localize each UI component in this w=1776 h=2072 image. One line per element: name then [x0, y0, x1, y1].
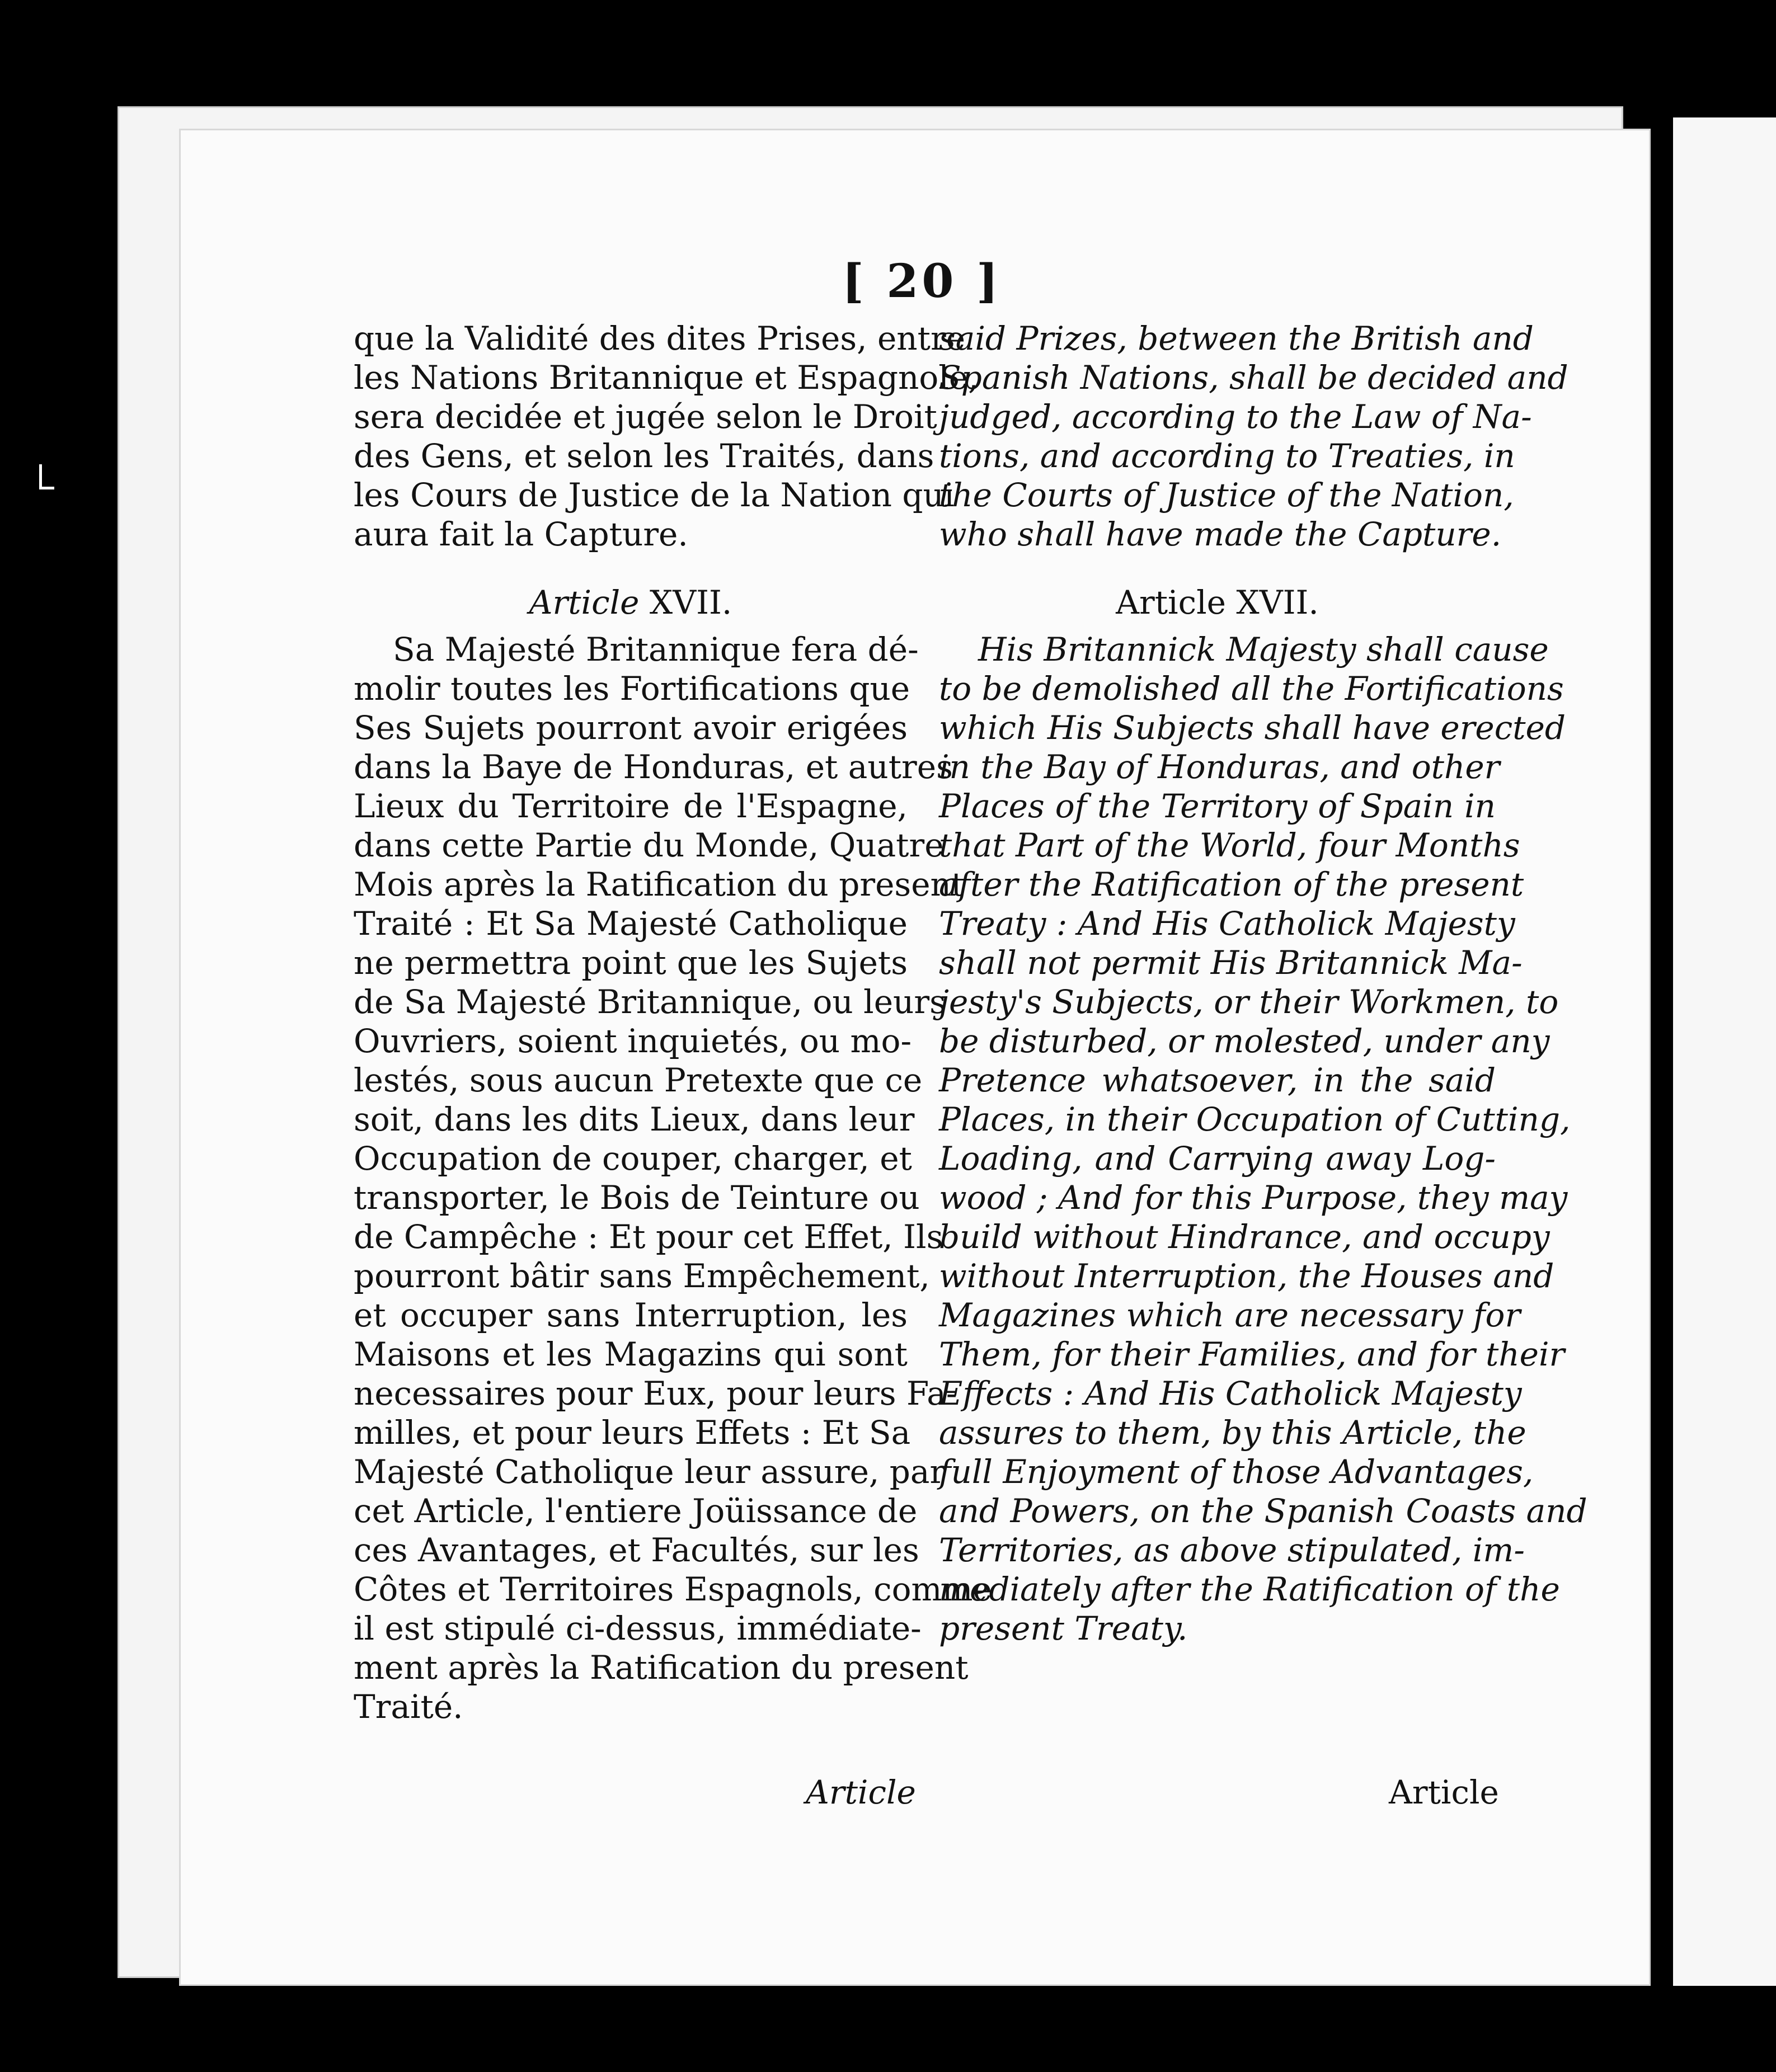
text-line: Territories, as above stipulated, im-	[939, 1531, 1525, 1569]
text-line: dans la Baye de Honduras, et autres	[354, 748, 953, 786]
text-line: His Britannick Majesty shall cause	[978, 630, 1549, 668]
text-line: dans cette Partie du Monde, Quatre	[354, 826, 944, 864]
text-line: the Courts of Justice of the Nation,	[939, 476, 1514, 514]
text-line: aura fait la Capture.	[354, 515, 688, 553]
english-article-heading	[939, 583, 1496, 622]
text-line: that Part of the World, four Months	[939, 826, 1520, 864]
text-line: des Gens, et selon les Traités, dans	[354, 437, 934, 475]
text-line: Sa Majesté Britannique fera dé-	[393, 630, 919, 668]
english-article-body	[939, 630, 1587, 1648]
heading-numeral: XVII.	[649, 583, 732, 621]
text-line: necessaires pour Eux, pour leurs Fa-	[354, 1374, 957, 1412]
text-line: Magazines which are necessary for	[939, 1296, 1521, 1334]
text-line: Ses Sujets pourront avoir erigées	[354, 709, 908, 747]
text-line: ne permettra point que les Sujets	[354, 944, 908, 982]
text-line: Côtes et Territoires Espagnols, comme	[354, 1570, 992, 1608]
french-top-paragraph	[354, 319, 979, 554]
english-catchword: Article	[1389, 1773, 1499, 1811]
text-line: mediately after the Ratification of the	[939, 1570, 1560, 1608]
text-line: Spanish Nations, shall be decided and	[939, 359, 1568, 397]
text-line: soit, dans les dits Lieux, dans leur	[354, 1100, 915, 1138]
text-line: tions, and according to Treaties, in	[939, 437, 1515, 475]
text-line: cet Article, l'entiere Joüissance de	[354, 1492, 918, 1530]
text-line: said Prizes, between the British and	[939, 319, 1534, 357]
text-line: lestés, sous aucun Pretexte que ce	[354, 1061, 923, 1099]
text-line: build without Hindrance, and occupy	[939, 1218, 1550, 1256]
french-article-body	[354, 630, 992, 1726]
text-line: molir toutes les Fortifications que	[354, 670, 910, 708]
text-line: Ouvriers, soient inquietés, ou mo-	[354, 1022, 912, 1060]
english-column	[939, 319, 1587, 1648]
scan-corner-mark	[39, 464, 54, 489]
text-line: transporter, le Bois de Teinture ou	[354, 1179, 920, 1217]
text-line: pourront bâtir sans Empêchement,	[354, 1257, 930, 1295]
text-line: ces Avantages, et Facultés, sur les	[354, 1531, 919, 1569]
text-line: Traité.	[354, 1688, 463, 1726]
text-line: present Treaty.	[939, 1609, 1188, 1647]
english-top-paragraph	[939, 319, 1568, 554]
text-line: which His Subjects shall have erected	[939, 709, 1566, 747]
text-line: ment après la Ratification du present	[354, 1649, 969, 1687]
heading-word: Article	[1116, 583, 1226, 621]
text-line: after the Ratification of the present	[939, 865, 1524, 903]
text-line: Places, in their Occupation of Cutting,	[939, 1100, 1571, 1138]
french-column	[354, 319, 992, 1726]
text-line: Majesté Catholique leur assure, par	[354, 1453, 946, 1491]
text-line: to be demolished all the Fortifications	[939, 670, 1564, 708]
text-line: Lieux du Territoire de l'Espagne,	[354, 787, 908, 825]
text-line: Them, for their Families, and for their	[939, 1335, 1565, 1373]
text-line: les Cours de Justice de la Nation qui	[354, 476, 955, 514]
text-line: in the Bay of Honduras, and other	[939, 748, 1500, 786]
text-line: Effects : And His Catholick Majesty	[939, 1374, 1522, 1412]
text-line: who shall have made the Capture.	[939, 515, 1502, 553]
text-line: Mois après la Ratification du present	[354, 865, 965, 903]
text-line: be disturbed, or molested, under any	[939, 1022, 1550, 1060]
french-article-heading	[354, 583, 908, 622]
page-number: [ 20 ]	[842, 255, 1002, 308]
text-line: les Nations Britannique et Espagnole,	[354, 359, 979, 397]
text-line: Traité : Et Sa Majesté Catholique	[354, 905, 908, 943]
text-line: judged, according to the Law of Na-	[939, 398, 1532, 436]
text-line: Pretence whatsoever, in the said	[939, 1061, 1496, 1099]
next-page-edge	[1673, 117, 1776, 1986]
text-line: wood ; And for this Purpose, they may	[939, 1179, 1568, 1217]
text-line: and Powers, on the Spanish Coasts and	[939, 1492, 1587, 1530]
text-line: sera decidée et jugée selon le Droit	[354, 398, 937, 436]
text-line: Loading, and Carrying away Log-	[939, 1139, 1496, 1178]
text-line: Maisons et les Magazins qui sont	[354, 1335, 908, 1373]
text-line: que la Validité des dites Prises, entre	[354, 319, 966, 357]
text-line: without Interruption, the Houses and	[939, 1257, 1554, 1295]
heading-numeral: XVII.	[1236, 583, 1319, 621]
french-catchword: Article	[806, 1773, 916, 1811]
text-line: milles, et pour leurs Effets : Et Sa	[354, 1414, 911, 1452]
text-line: Places of the Territory of Spain in	[939, 787, 1496, 825]
text-line: de Sa Majesté Britannique, ou leurs	[354, 983, 946, 1021]
text-line: il est stipulé ci-dessus, immédiate-	[354, 1609, 922, 1647]
text-line: assures to them, by this Article, the	[939, 1414, 1526, 1452]
text-line: shall not permit His Britannick Ma-	[939, 944, 1523, 982]
text-line: et occuper sans Interruption, les	[354, 1296, 908, 1334]
text-line: Treaty : And His Catholick Majesty	[939, 905, 1515, 943]
heading-word: Article	[529, 583, 640, 621]
text-line: de Campêche : Et pour cet Effet, Ils	[354, 1218, 943, 1256]
text-line: full Enjoyment of those Advantages,	[939, 1453, 1534, 1491]
text-line: Occupation de couper, charger, et	[354, 1139, 912, 1178]
text-line: jesty's Subjects, or their Workmen, to	[939, 983, 1559, 1021]
